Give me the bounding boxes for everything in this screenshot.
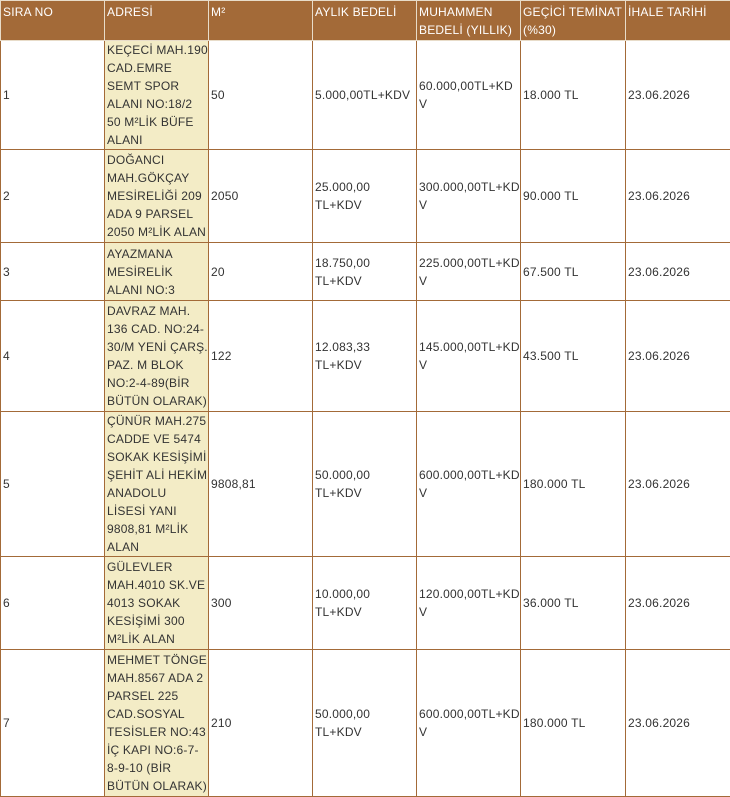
cell-muhammen-bedeli: 145.000,00TL+KDV <box>417 301 521 412</box>
table-row <box>1 557 730 650</box>
table-header-row <box>1 1 730 41</box>
cell-muhammen-bedeli: 300.000,00TL+KDV <box>417 150 521 243</box>
cell-adresi: ÇÜNÜR MAH.275 CADDE VE 5474 SOKAK KESİŞİMİ ŞEHİT ALİ HEKİM ANADOLU LİSESİ YANI 9808,81 M²LİK ALAN <box>105 412 209 557</box>
cell-ihale-tarihi: 23.06.2026 <box>626 41 730 150</box>
col-header-ihale-tarihi: İHALE TARİHİ <box>626 1 730 41</box>
cell-sira-no: 4 <box>1 301 105 412</box>
cell-adresi: AYAZMANA MESİRELİK ALANI NO:3 <box>105 243 209 301</box>
table-row <box>1 41 730 150</box>
cell-m2: 122 <box>209 301 313 412</box>
cell-muhammen-bedeli: 60.000,00TL+KDV <box>417 41 521 150</box>
col-header-sira-no: SIRA NO <box>1 1 105 41</box>
cell-aylik-bedeli: 10.000,00 TL+KDV <box>313 557 417 650</box>
cell-ihale-tarihi: 23.06.2026 <box>626 412 730 557</box>
table-row <box>1 301 730 412</box>
cell-gecici-teminat: 90.000 TL <box>521 150 626 243</box>
col-header-aylik-bedeli: AYLIK BEDELİ <box>313 1 417 41</box>
cell-sira-no: 7 <box>1 650 105 797</box>
cell-aylik-bedeli: 50.000,00 TL+KDV <box>313 412 417 557</box>
table-row <box>1 412 730 557</box>
cell-aylik-bedeli: 25.000,00 TL+KDV <box>313 150 417 243</box>
cell-aylik-bedeli: 5.000,00TL+KDV <box>313 41 417 150</box>
cell-adresi: GÜLEVLER MAH.4010 SK.VE 4013 SOKAK KESİŞİMİ 300 M²LİK ALAN <box>105 557 209 650</box>
col-header-muhammen-bedeli: MUHAMMEN BEDELİ (YILLIK) <box>417 1 521 41</box>
cell-m2: 210 <box>209 650 313 797</box>
cell-ihale-tarihi: 23.06.2026 <box>626 243 730 301</box>
cell-sira-no: 5 <box>1 412 105 557</box>
cell-muhammen-bedeli: 600.000,00TL+KDV <box>417 412 521 557</box>
table-row <box>1 243 730 301</box>
col-header-m2: M² <box>209 1 313 41</box>
cell-aylik-bedeli: 18.750,00 TL+KDV <box>313 243 417 301</box>
cell-sira-no: 6 <box>1 557 105 650</box>
col-header-gecici-teminat: GEÇİCİ TEMİNAT (%30) <box>521 1 626 41</box>
cell-ihale-tarihi: 23.06.2026 <box>626 650 730 797</box>
cell-sira-no: 1 <box>1 41 105 150</box>
cell-m2: 300 <box>209 557 313 650</box>
cell-gecici-teminat: 67.500 TL <box>521 243 626 301</box>
cell-m2: 20 <box>209 243 313 301</box>
cell-ihale-tarihi: 23.06.2026 <box>626 150 730 243</box>
cell-adresi: KEÇECİ MAH.190 CAD.EMRE SEMT SPOR ALANI NO:18/2 50 M²LİK BÜFE ALANI <box>105 41 209 150</box>
cell-gecici-teminat: 43.500 TL <box>521 301 626 412</box>
cell-sira-no: 3 <box>1 243 105 301</box>
cell-muhammen-bedeli: 225.000,00TL+KDV <box>417 243 521 301</box>
cell-ihale-tarihi: 23.06.2026 <box>626 301 730 412</box>
cell-m2: 50 <box>209 41 313 150</box>
cell-ihale-tarihi: 23.06.2026 <box>626 557 730 650</box>
cell-gecici-teminat: 180.000 TL <box>521 650 626 797</box>
cell-m2: 9808,81 <box>209 412 313 557</box>
cell-m2: 2050 <box>209 150 313 243</box>
cell-sira-no: 2 <box>1 150 105 243</box>
cell-adresi: DOĞANCI MAH.GÖKÇAY MESİRELİĞİ 209 ADA 9 PARSEL 2050 M²LİK ALAN <box>105 150 209 243</box>
cell-gecici-teminat: 36.000 TL <box>521 557 626 650</box>
cell-aylik-bedeli: 50.000,00 TL+KDV <box>313 650 417 797</box>
table-row <box>1 150 730 243</box>
cell-gecici-teminat: 18.000 TL <box>521 41 626 150</box>
col-header-adresi: ADRESİ <box>105 1 209 41</box>
cell-gecici-teminat: 180.000 TL <box>521 412 626 557</box>
cell-muhammen-bedeli: 120.000,00TL+KDV <box>417 557 521 650</box>
table-row <box>1 650 730 797</box>
cell-adresi: MEHMET TÖNGE MAH.8567 ADA 2 PARSEL 225 CAD.SOSYAL TESİSLER NO:43 İÇ KAPI NO:6-7-8-9-10 (BİR BÜTÜN OLARAK) <box>105 650 209 797</box>
cell-muhammen-bedeli: 600.000,00TL+KDV <box>417 650 521 797</box>
cell-adresi: DAVRAZ MAH. 136 CAD. NO:24-30/M YENİ ÇARŞ. PAZ. M BLOK NO:2-4-89(BİR BÜTÜN OLARAK) <box>105 301 209 412</box>
cell-aylik-bedeli: 12.083,33 TL+KDV <box>313 301 417 412</box>
